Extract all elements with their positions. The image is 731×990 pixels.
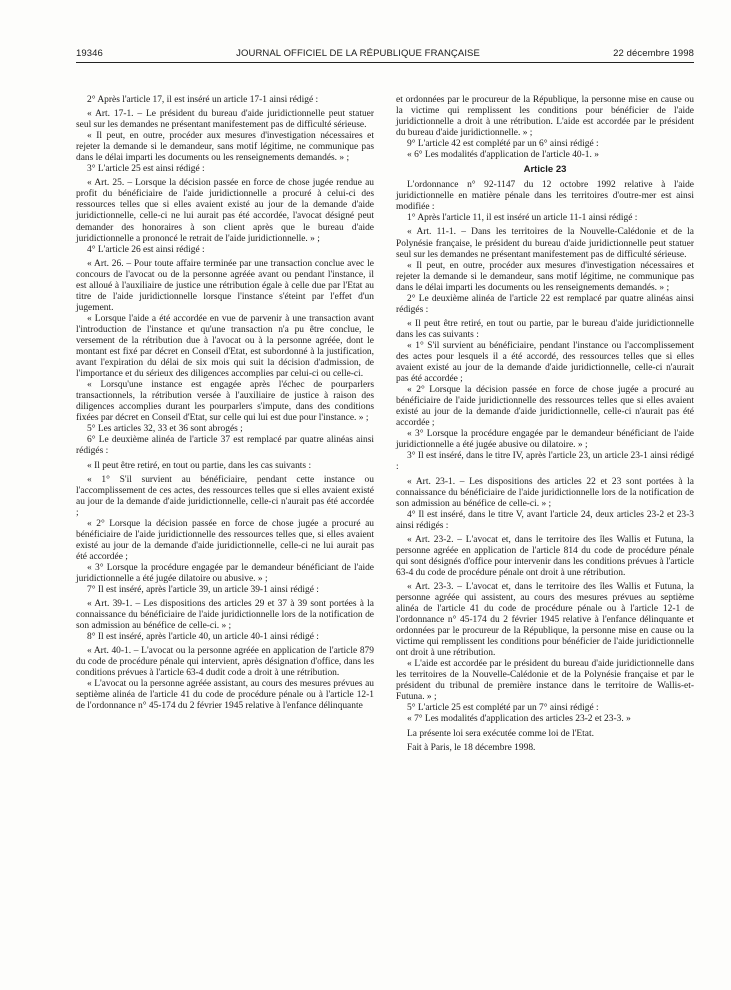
- paragraph: « Art. 39-1. – Les dispositions des articles 29 et 37 à 39 sont portées à la connaissance du bénéficiaire de l'aide juridictionnelle lors de la notification de son admission au bénéfice de celle-ci. » ;: [76, 599, 374, 632]
- paragraph: « Il peut, en outre, procéder aux mesures d'investigation nécessaires et rejeter la demande si le demandeur, sans motif légitime, ne communique pas dans le délai imparti les documents ou les renseignements demandés. » ;: [76, 131, 374, 164]
- paragraph: « Art. 23-2. – L'avocat et, dans le territoire des îles Wallis et Futuna, la personne agréée en application de l'article 814 du code de procédure pénale qui sont désignés d'office pour intervenir dans les conditions prévues à l'article 63-4 du code de procédure pénale ont droit à une rétribution.: [396, 534, 694, 578]
- page-header: [76, 48, 694, 63]
- publication-date: 22 décembre 1998: [613, 48, 694, 59]
- paragraph: « Art. 11-1. – Dans les territoires de la Nouvelle-Calédonie et de la Polynésie française, le président du bureau d'aide juridictionnelle peut statuer seul sur les demandes ne présentant manifestement pas de difficulté sérieuse.: [396, 227, 694, 260]
- paragraph: Fait à Paris, le 18 décembre 1998.: [407, 742, 536, 753]
- paragraph: 3° L'article 25 est ainsi rédigé :: [87, 164, 205, 175]
- paragraph: « 6° Les modalités d'application de l'article 40-1. »: [407, 150, 599, 161]
- paragraph: « Art. 23-1. – Les dispositions des articles 22 et 23 sont portées à la connaissance du bénéficiaire de l'aide juridictionnelle lors de la notification de son admission au bénéfice de celle-ci. » ;: [396, 476, 694, 509]
- paragraph: « Art. 40-1. – L'avocat ou la personne agréée en application de l'article 879 du code de procédure pénale qui intervient, après désignation d'office, dans les conditions prévues à l'article 63-4 dudit code a droit à une rétribution.: [76, 646, 374, 679]
- paragraph: 2° Le deuxième alinéa de l'article 22 est remplacé par quatre alinéas ainsi rédigés :: [396, 293, 694, 315]
- paragraph: 5° Les articles 32, 33 et 36 sont abrogés ;: [87, 424, 243, 435]
- paragraph: « 2° Lorsque la décision passée en force de chose jugée a procuré au bénéficiaire de l'aide juridictionnelle des ressources telles que si elles avaient existé au jour de la demande d'aide juridictionnelle, celle-ci n'aurait pas été accordée ;: [396, 385, 694, 429]
- paragraph: « Art. 17-1. – Le président du bureau d'aide juridictionnelle peut statuer seul sur les demandes ne présentant manifestement pas de difficulté sérieuse.: [76, 109, 374, 131]
- paragraph: « 3° Lorsque la procédure engagée par le demandeur bénéficiant de l'aide juridictionnelle a été jugée abusive ou dilatoire. » ;: [396, 429, 694, 451]
- paragraph: 3° Il est inséré, dans le titre IV, après l'article 23, un article 23-1 ainsi rédigé :: [396, 451, 694, 473]
- paragraph: « 1° S'il survient au bénéficiaire, pendant l'instance ou l'accomplissement des actes pour lesquels il a été accordé, des ressources telles que si elles avaient existé au jour de la demande d'aide juridictionnelle, celle-ci n'aurait pas été accordée ;: [396, 340, 694, 385]
- paragraph: 2° Après l'article 17, il est inséré un article 17-1 ainsi rédigé :: [87, 95, 319, 105]
- paragraph: « 7° Les modalités d'application des articles 23-2 et 23-3. »: [407, 714, 631, 725]
- right-column: [396, 95, 694, 754]
- paragraph: « L'aide est accordée par le président du bureau d'aide juridictionnelle dans les territoires de la Nouvelle-Calédonie et de la Polynésie française et par le président du tribunal de première instance dans le territoire de Wallis-et-Futuna. » ;: [396, 659, 694, 703]
- paragraph: « Il peut, en outre, procéder aux mesures d'investigation nécessaires et rejeter la demande si le demandeur, sans motif légitime, ne communique pas dans le délai imparti les documents ou les renseignements demandés. » ;: [396, 260, 694, 293]
- paragraph: « 3° Lorsque la procédure engagée par le demandeur bénéficiant de l'aide juridictionnelle a été jugée dilatoire ou abusive. » ;: [76, 562, 374, 584]
- paragraph: 6° Le deuxième alinéa de l'article 37 est remplacé par quatre alinéas ainsi rédigés :: [76, 435, 374, 457]
- paragraph: « Art. 26. – Pour toute affaire terminée par une transaction conclue avec le concours de l'avocat ou de la personne agréée avant ou pendant l'instance, il est alloué à l'auxiliaire de justice une rétribution égale à celle due par l'Etat au titre de l'aide juridictionnelle lorsque l'instance s'éteint par l'effet d'un jugement.: [76, 258, 374, 313]
- paragraph: 1° Après l'article 11, il est inséré un article 11-1 ainsi rédigé :: [407, 213, 638, 224]
- paragraph: 9° L'article 42 est complété par un 6° ainsi rédigé :: [407, 139, 599, 150]
- paragraph: « Il peut être retiré, en tout ou partie, par le bureau d'aide juridictionnelle dans les cas suivants :: [396, 318, 694, 340]
- paragraph: 4° Il est inséré, dans le titre V, avant l'article 24, deux articles 23-2 et 23-3 ainsi rédigés :: [396, 509, 694, 531]
- paragraph: « 1° S'il survient au bénéficiaire, pendant cette instance ou l'accomplissement de ces actes, des ressources telles que si elles avaient existé au jour de la demande d'aide juridictionnelle, celle-ci n'aurait pas été accordée ;: [76, 474, 374, 518]
- paragraph: « L'avocat ou la personne agréée assistant, au cours des mesures prévues au septième alinéa de l'article 41 du code de procédure pénale ou à l'article 12-1 de l'ordonnance n° 45-174 du 2 février 1945 relative à l'enfance délinquante: [76, 679, 374, 712]
- paragraph: L'ordonnance n° 92-1147 du 12 octobre 1992 relative à l'aide juridictionnelle en matière pénale dans les territoires d'outre-mer est ainsi modifiée :: [396, 180, 694, 213]
- paragraph: « Il peut être retiré, en tout ou partie, dans les cas suivants :: [87, 460, 312, 471]
- page-number: 19346: [76, 48, 103, 59]
- paragraph: 4° L'article 26 est ainsi rédigé :: [87, 244, 205, 255]
- paragraph: 8° Il est inséré, après l'article 40, un article 40-1 ainsi rédigé :: [87, 632, 319, 643]
- paragraph: « Art. 23-3. – L'avocat et, dans le territoire des îles Wallis et Futuna, la personne agréée qui assistent, au cours des mesures prévues au septième alinéa de l'article 41 du code de procédure pénale ou à l'article 12-1 de l'ordonnance n° 45-174 du 2 février 1945 relative à l'enfance délinquante et ordonnées par le procureur de la République, la personne mise en cause ou la victime qui remplissent les conditions pour bénéficier de l'aide juridictionnelle ont droit à une rétribution.: [396, 581, 694, 659]
- paragraph: La présente loi sera exécutée comme loi de l'Etat.: [407, 728, 594, 739]
- paragraph: 7° Il est inséré, après l'article 39, un article 39-1 ainsi rédigé :: [87, 585, 319, 596]
- paragraph: « Lorsque l'aide a été accordée en vue de parvenir à une transaction avant l'introduction de l'instance et qu'une transaction n'a pu être conclue, le versement de la rétribution due à l'avocat ou à la personne agréée, dont le montant est fixé par décret en Conseil d'Etat, est subordonné à la justification, avant l'expiration du délai de six mois qui suit la décision d'admission, de l'importance et du sérieux des diligences accomplies par celui-ci ou celle-ci.: [76, 313, 374, 380]
- paragraph: « 2° Lorsque la décision passée en force de chose jugée a procuré au bénéficiaire de l'aide juridictionnelle des ressources telles que, si elles avaient existé au jour de la demande d'aide juridictionnelle, celle-ci ne lui aurait pas été accordée ;: [76, 518, 374, 562]
- left-column: [76, 95, 374, 754]
- paragraph: et ordonnées par le procureur de la République, la personne mise en cause ou la victime qui remplissent les conditions pour bénéficier de l'aide juridictionnelle a droit à une rétribution. L'aide est accordée par le président du bureau d'aide juridictionnelle. » ;: [396, 95, 694, 139]
- text-columns: [76, 95, 694, 754]
- paragraph: « Art. 25. – Lorsque la décision passée en force de chose jugée rendue au profit du bénéficiaire de l'aide juridictionnelle a procuré à celui-ci des ressources telles que si elles avaient existé au jour de la demande d'aide juridictionnelle, celle-ci ne lui aurait pas été accordée, l'avocat désigné peut demander des honoraires à son client après que le bureau d'aide juridictionnelle a prononcé le retrait de l'aide juridictionnelle. » ;: [76, 178, 374, 244]
- journal-title: JOURNAL OFFICIEL DE LA RÉPUBLIQUE FRANÇAISE: [236, 48, 480, 59]
- article-heading: Article 23: [523, 164, 567, 176]
- paragraph: 5° L'article 25 est complété par un 7° ainsi rédigé :: [407, 703, 599, 714]
- paragraph: « Lorsqu'une instance est engagée après l'échec de pourparlers transactionnels, la rétribution versée à l'auxiliaire de justice à raison des diligences accomplies durant les pourparlers s'impute, dans des conditions fixées par décret en Conseil d'Etat, sur celle qui lui est due pour l'instance. » ;: [76, 380, 374, 424]
